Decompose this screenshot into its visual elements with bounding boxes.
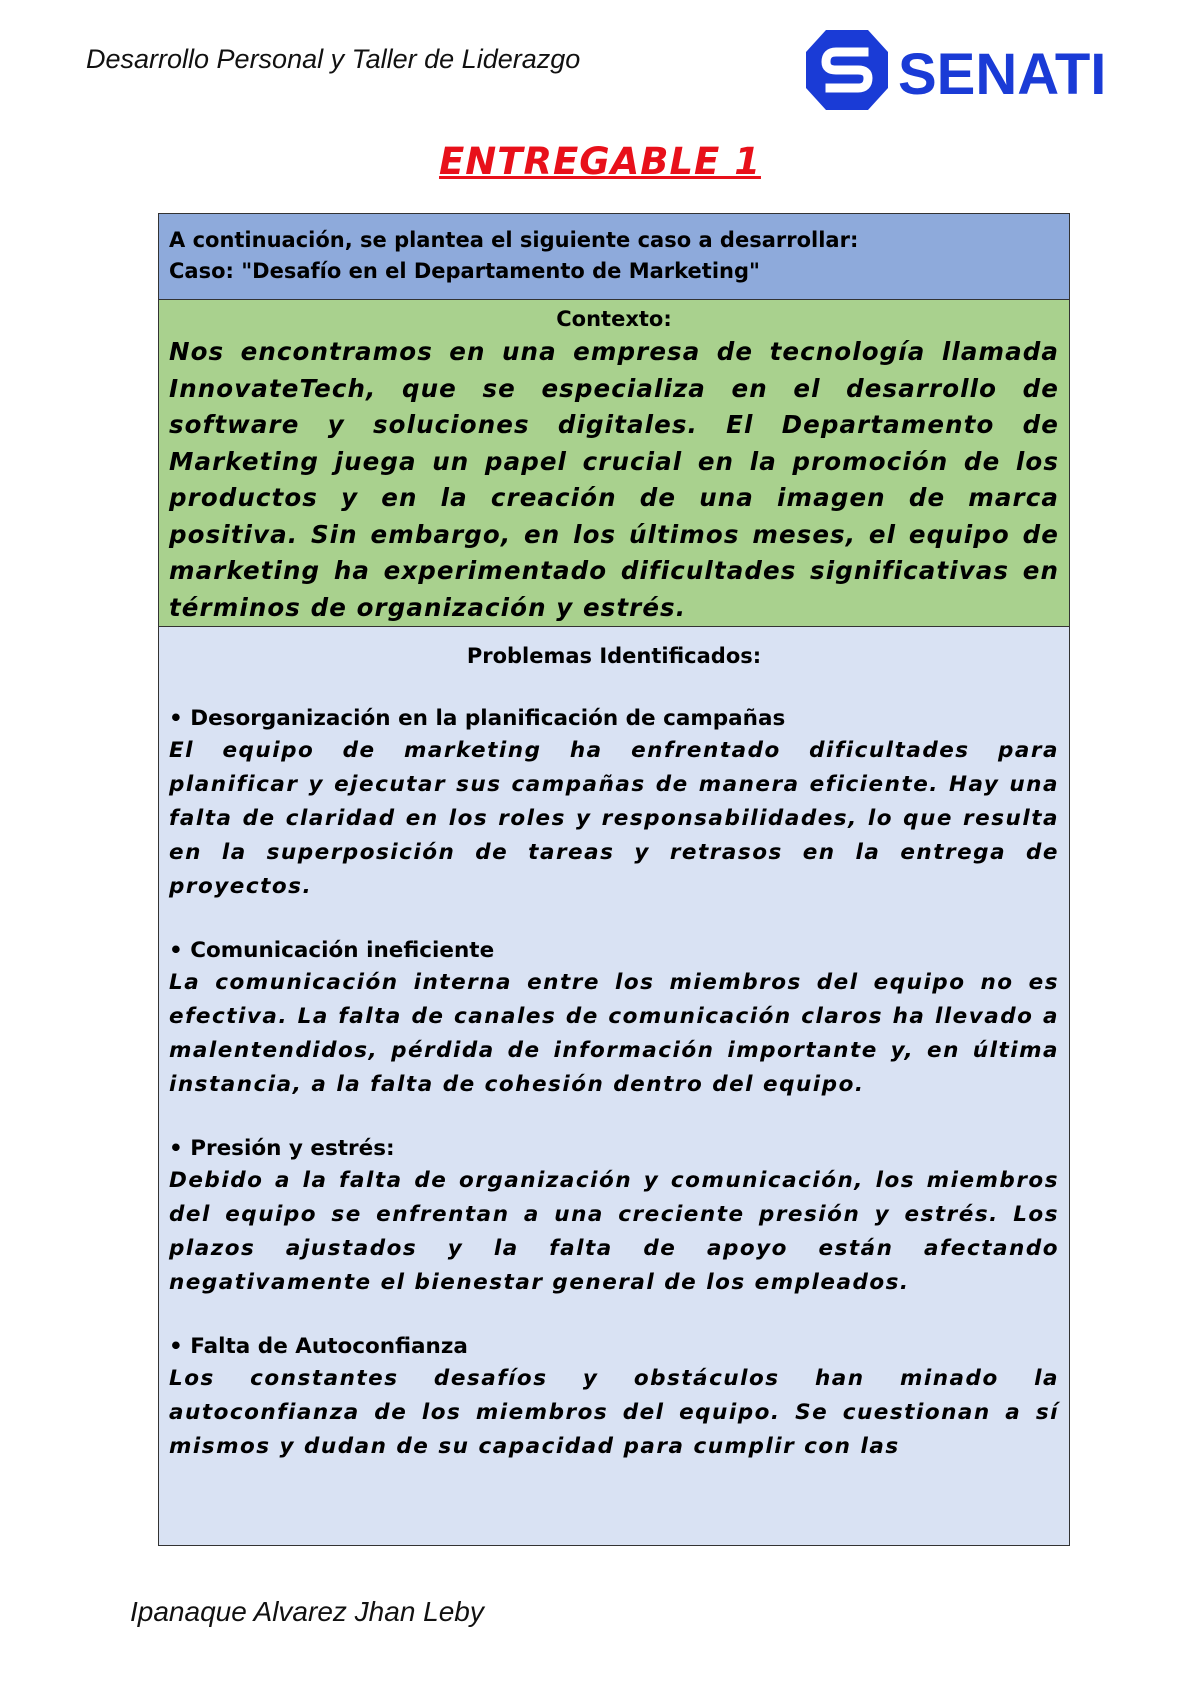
problem-title: • Desorganización en la planificación de campañas [169,706,786,731]
case-table [158,213,1070,1546]
problem-item [169,1133,1059,1300]
problem-title: • Comunicación ineficiente [169,938,495,963]
problem-body: Los constantes desafíos y obstáculos han minado la autoconfianza de los miembros del equipo. Se cuestionan a sí mismos y dudan de su capacidad para cumplir con las [169,1366,1059,1459]
problem-item [169,703,1059,904]
problem-item [169,935,1059,1102]
course-title: Desarrollo Personal y Taller de Liderazgo [86,44,581,74]
context-body: Nos encontramos en una empresa de tecnología llamada InnovateTech, que se especializa en el desarrollo de software y soluciones digitales. El Departamento de Marketing juega un papel crucial en la promoción de los productos y en la creación de una imagen de marca positiva. Sin embargo, en los últimos meses, el equipo de marketing ha experimentado dificultades significativas en términos de organización y estrés. [169,337,1059,622]
problem-body: El equipo de marketing ha enfrentado dificultades para planificar y ejecutar sus campañas de manera eficiente. Hay una falta de claridad en los roles y responsabilidades, lo que resulta en la superposición de tareas y retrasos en la entrega de proyectos. [169,738,1059,899]
context-row [159,300,1069,627]
problem-body: La comunicación interna entre los miembros del equipo no es efectiva. La falta de canales de comunicación claros ha llevado a malentendidos, pérdida de información importante y, en última instancia, a la falta de cohesión dentro del equipo. [169,970,1059,1097]
document-title: ENTREGABLE 1 [439,140,761,183]
problem-body: Debido a la falta de organización y comunicación, los miembros del equipo se enfrentan a una creciente presión y estrés. Los plazos ajustados y la falta de apoyo están afectando negativamente el bienestar general de los empleados. [169,1168,1059,1295]
case-intro-row [159,214,1069,300]
problems-row [159,627,1069,1545]
intro-line: A continuación, se plantea el siguiente caso a desarrollar: [169,228,859,252]
senati-logo [806,30,1106,110]
case-name: Caso: "Desafío en el Departamento de Marketing" [169,259,760,283]
problem-item [169,1331,1059,1464]
problem-title: • Presión y estrés: [169,1136,395,1161]
problems-heading: Problemas Identificados: [466,644,762,668]
problem-title: • Falta de Autoconfianza [169,1334,468,1359]
author-name: Ipanaque Alvarez Jhan Leby [130,1596,484,1627]
logo-text: SENATI [898,42,1106,107]
context-heading: Contexto: [556,307,672,331]
senati-logo-mark [806,30,1106,110]
